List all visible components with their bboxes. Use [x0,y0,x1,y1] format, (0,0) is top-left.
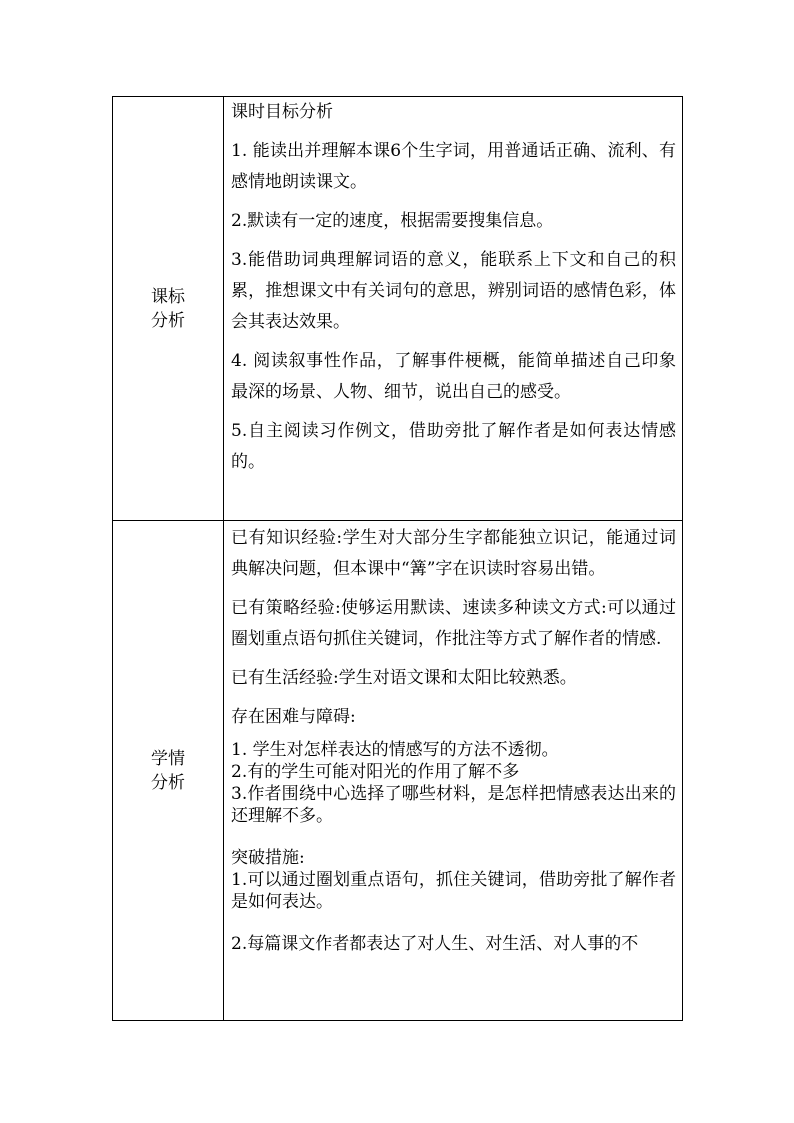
difficulty-heading: 存在困难与障碍: [231,707,356,727]
objective-item: 3.能借助词典理解词语的意义，能联系上下文和自己的积累，推想课文中有关词句的意思，辨别词语的感情色彩，体会其表达效果。 [231,250,676,332]
difficulty-item: 3.作者围绕中心选择了哪些材料，是怎样把情感表达出来的还理解不多。 [231,784,676,826]
difficulty-item: 2.有的学生可能对阳光的作用了解不多 [231,762,520,782]
objective-item: 5.自主阅读习作例文，借助旁批了解作者是如何表达情感的。 [231,421,676,472]
row-label-cell [113,97,224,521]
measure-item: 1.可以通过圈划重点语句，抓住关键词，借助旁批了解作者是如何表达。 [231,870,676,912]
measures-heading: 突破措施: [231,848,305,868]
section-heading: 课时目标分析 [231,102,333,122]
objective-item: 4. 阅读叙事性作品，了解事件梗概，能简单描述自己印象最深的场景、人物、细节，说出自己的感受。 [231,351,676,402]
row-label-learner: 学情 分析 [151,748,185,793]
experience-item: 已有策略经验:使够运用默读、速读多种读文方式:可以通过圈划重点语句抓住关键词，作批注等方式了解作者的情感. [231,598,676,649]
row-label-curriculum: 课标 分析 [151,286,185,331]
objective-item: 2.默读有一定的速度，根据需要搜集信息。 [231,211,554,231]
difficulty-item: 1. 学生对怎样表达的情感写的方法不透彻。 [231,740,559,760]
learner-content-cell [224,521,683,1021]
experience-item: 已有生活经验:学生对语文课和太阳比较熟悉。 [231,668,577,688]
objective-item: 1. 能读出并理解本课6个生字词，用普通话正确、流利、有感情地朗读课文。 [231,141,676,192]
table-row-learner [113,521,683,1021]
curriculum-content-cell [224,97,683,521]
table-row-curriculum [113,97,683,521]
lesson-analysis-table [112,96,683,1021]
measure-item: 2.每篇课文作者都表达了对人生、对生活、对人事的不 [231,934,639,954]
row-label-cell [113,521,224,1021]
experience-item: 已有知识经验:学生对大部分生字都能独立识记，能通过词典解决问题，但本课中“篝”字在识读时容易出错。 [231,528,676,579]
